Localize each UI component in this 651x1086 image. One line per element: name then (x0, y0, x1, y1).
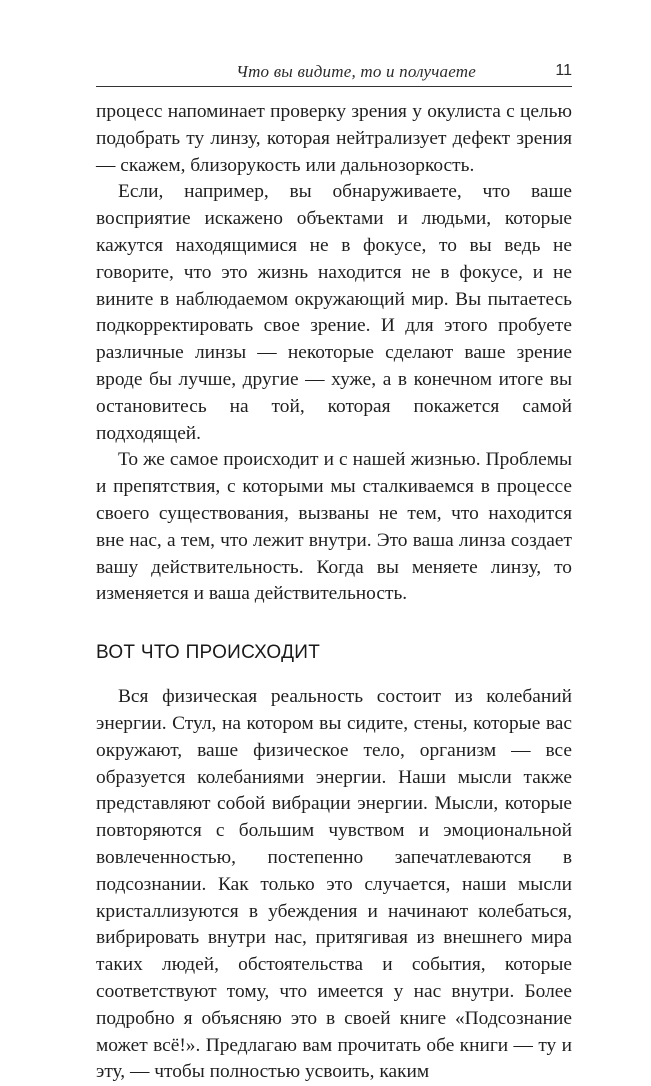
running-title: Что вы видите, то и получаете (236, 62, 476, 81)
paragraph: То же самое происходит и с нашей жизнью. Проблемы и препятствия, с которыми мы сталкиваемся в процессе своего существования, вызваны не тем, что находится вне нас, а тем, что лежит внутри. Это ваша линза создает вашу действительность. Когда вы меняете линзу, то изменяется и ваша действительность. (96, 449, 572, 605)
section-heading: ВОТ ЧТО ПРОИСХОДИТ (96, 642, 321, 664)
paragraph-continuation: процесс напоминает проверку зрения у окулиста с целью подобрать ту линзу, которая нейтрализует дефект зрения — скажем, близорукость или дальнозоркость. (96, 101, 572, 176)
book-page (96, 56, 572, 1086)
paragraph: Вся физическая реальность состоит из колебаний энергии. Стул, на котором вы сидите, стены, которые вас окружают, ваше физическое тело, организм — все образуется колебаниями энергии. Наши мысли также представляют собой вибрации энергии. Мысли, которые повторяются с большим чувством и эмоциональной вовлеченностью, постепенно запечатлеваются в подсознании. Как только это случается, наши мысли кристаллизуются в убеждения и начинают колебаться, вибрировать внутри нас, притягивая из внешнего мира таких людей, обстоятельства и события, которые соответствуют тому, что имеется у нас внутри. Более подробно я объясняю это в своей книге «Подсознание может всё!». Предлагаю вам прочитать обе книги — ту и эту, — чтобы полностью усвоить, каким (96, 686, 572, 1083)
page-body (96, 99, 572, 1086)
running-header (96, 56, 572, 87)
page-number: 11 (555, 62, 572, 79)
paragraph: Если, например, вы обнаруживаете, что ваше восприятие искажено объектами и людьми, которые кажутся находящимися не в фокусе, то вы ведь не говорите, что это жизнь находится не в фокусе, и не вините в наблюдаемом окружающий мир. Вы пытаетесь подкорректировать свое зрение. И для этого пробуете различные линзы — некоторые сделают ваше зрение вроде бы лучше, другие — хуже, а в конечном итоге вы остановитесь на той, которая покажется самой подходящей. (96, 181, 572, 444)
